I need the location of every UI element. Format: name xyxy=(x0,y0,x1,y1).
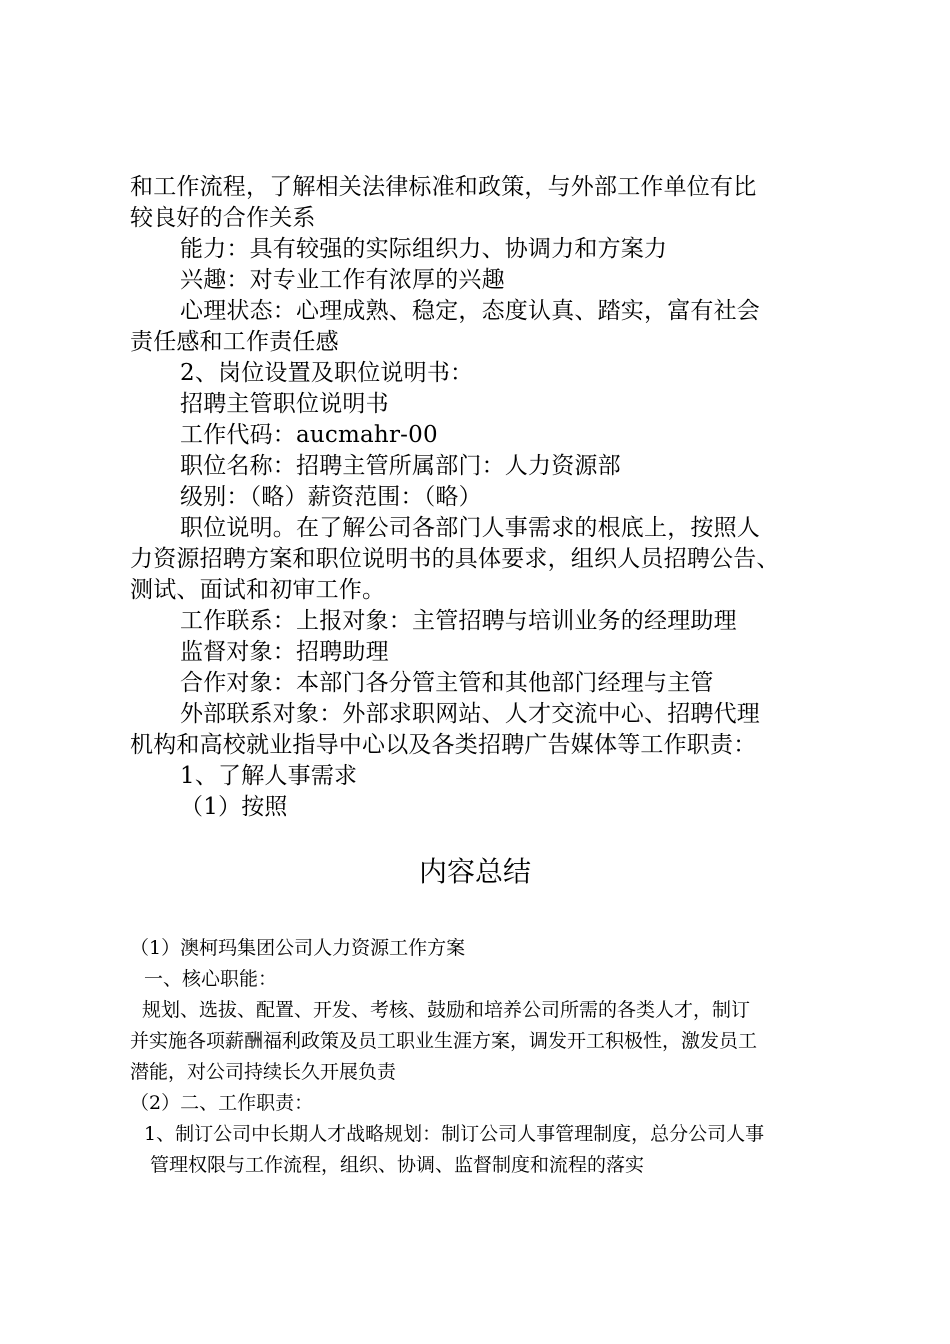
body-line: 工作联系：上报对象：主管招聘与培训业务的经理助理 xyxy=(180,608,737,634)
body-line: 级别：（略）薪资范围：（略） xyxy=(180,484,482,510)
body-line: 招聘主管职位说明书 xyxy=(180,391,389,417)
summary-line: 潜能，对公司持续长久开展负责 xyxy=(130,1061,397,1083)
summary-line: 1、制订公司中长期人才战略规划：制订公司人事管理制度，总分公司人事 xyxy=(144,1123,765,1145)
summary-line: 管理权限与工作流程，组织、协调、监督制度和流程的落实 xyxy=(150,1154,645,1176)
body-line: 合作对象：本部门各分管主管和其他部门经理与主管 xyxy=(180,670,714,696)
body-line: 职位名称：招聘主管所属部门：人力资源部 xyxy=(180,453,621,479)
body-line: 测试、面试和初审工作。 xyxy=(130,577,386,603)
body-line: 能力：具有较强的实际组织力、协调力和方案力 xyxy=(180,236,668,262)
summary-line: （2）二、工作职责： xyxy=(130,1092,314,1114)
body-line: 力资源招聘方案和职位说明书的具体要求，组织人员招聘公告、 xyxy=(130,546,780,572)
document-body xyxy=(130,172,830,823)
summary-line: （1）澳柯玛集团公司人力资源工作方案 xyxy=(130,937,466,959)
summary-line: 并实施各项薪酬福利政策及员工职业生涯方案，调发开工积极性，激发员工 xyxy=(130,1030,758,1052)
body-line: 兴趣：对专业工作有浓厚的兴趣 xyxy=(180,267,505,293)
body-line: 监督对象：招聘助理 xyxy=(180,639,389,665)
section-heading: 2、岗位设置及职位说明书： xyxy=(180,360,474,386)
body-line: 责任感和工作责任感 xyxy=(130,329,339,355)
body-line: 机构和高校就业指导中心以及各类招聘广告媒体等工作职责： xyxy=(130,732,757,758)
body-line: 职位说明。在了解公司各部门人事需求的根底上，按照人 xyxy=(180,515,760,541)
body-line: 心理状态：心理成熟、稳定，态度认真、踏实，富有社会 xyxy=(180,298,760,324)
body-line: （1）按照 xyxy=(180,794,288,820)
body-line: 较良好的合作关系 xyxy=(130,205,316,231)
summary-section xyxy=(130,933,850,1181)
body-line: 工作代码：aucmahr-00 xyxy=(180,422,438,448)
body-line: 外部联系对象：外部求职网站、人才交流中心、招聘代理 xyxy=(180,701,760,727)
summary-line: 规划、选拔、配置、开发、考核、鼓励和培养公司所需的各类人才，制订 xyxy=(142,999,751,1021)
body-line: 1、了解人事需求 xyxy=(180,763,358,789)
body-line: 和工作流程，了解相关法律标准和政策，与外部工作单位有比 xyxy=(130,174,757,200)
summary-title: 内容总结 xyxy=(418,855,531,888)
summary-line: 一、核心职能： xyxy=(144,968,278,990)
